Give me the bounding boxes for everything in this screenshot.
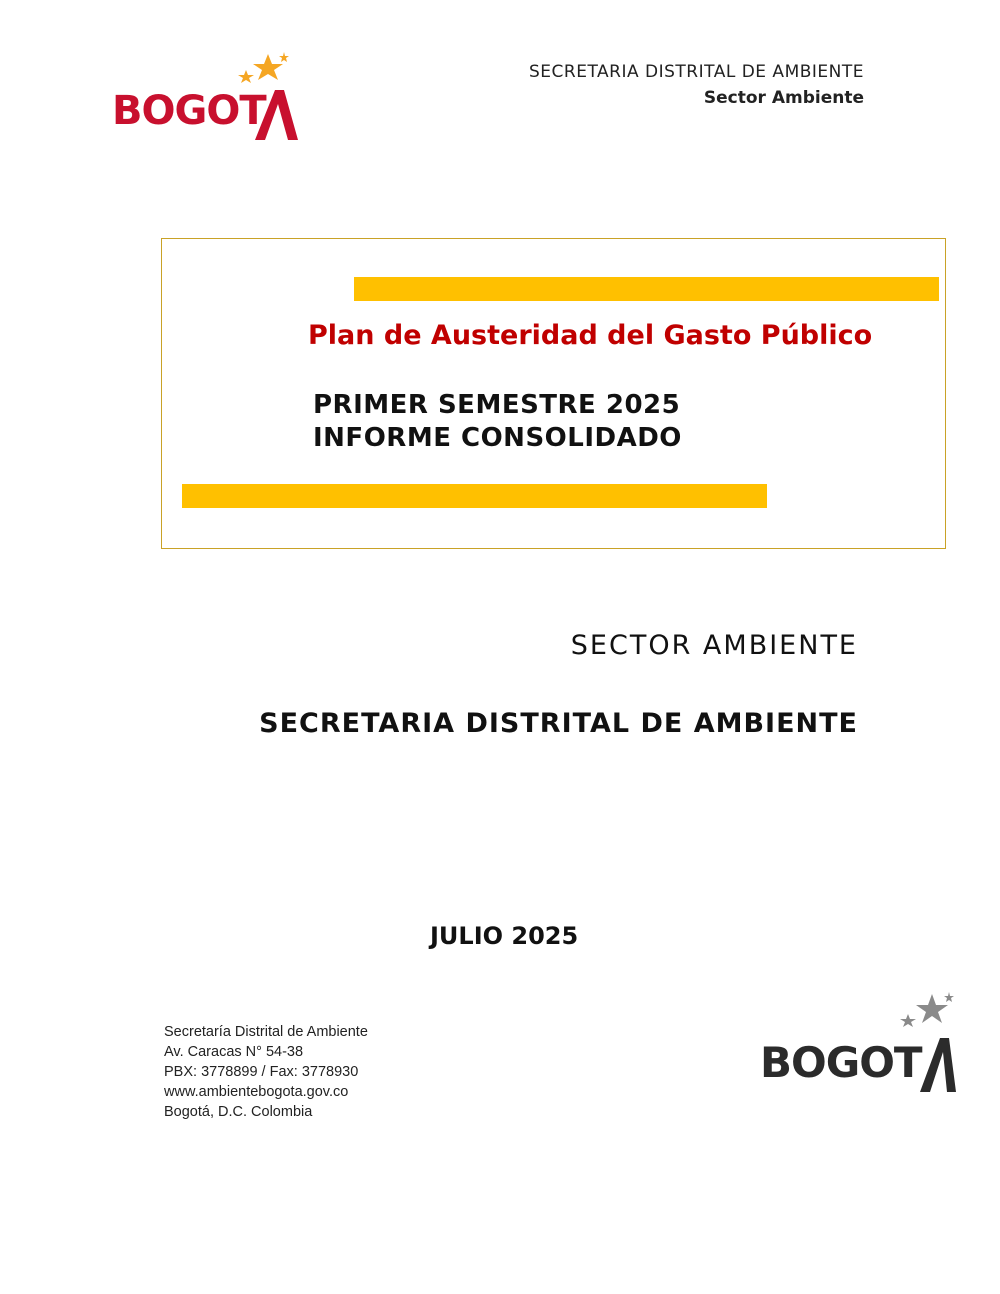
entity-label: SECRETARIA DISTRITAL DE AMBIENTE (259, 708, 858, 739)
footer-line-website: www.ambientebogota.gov.co (164, 1084, 349, 1100)
accent-bar-top (354, 277, 939, 301)
footer-line-address: Av. Caracas N° 54-38 (164, 1044, 304, 1060)
report-subtitle-type: INFORME CONSOLIDADO (313, 423, 682, 453)
plan-title: Plan de Austeridad del Gasto Público (308, 320, 873, 351)
logo-wordmark: BOGOT (760, 1038, 922, 1087)
accent-bar-bottom (182, 484, 767, 508)
report-date: JULIO 2025 (430, 922, 579, 950)
report-subtitle-semester: PRIMER SEMESTRE 2025 (313, 390, 681, 420)
footer-line-city: Bogotá, D.C. Colombia (164, 1104, 313, 1120)
sector-label: SECTOR AMBIENTE (570, 630, 858, 661)
header-organization: SECRETARIA DISTRITAL DE AMBIENTE (529, 62, 864, 82)
bogota-logo (108, 48, 300, 148)
footer-line-entity: Secretaría Distrital de Ambiente (164, 1024, 368, 1040)
footer-line-phone: PBX: 3778899 / Fax: 3778930 (164, 1064, 359, 1080)
logo-wordmark: BOGOT (112, 88, 266, 134)
header-sector: Sector Ambiente (703, 88, 864, 108)
bogota-logo-footer (756, 988, 966, 1098)
footer-contact (164, 1022, 368, 1122)
